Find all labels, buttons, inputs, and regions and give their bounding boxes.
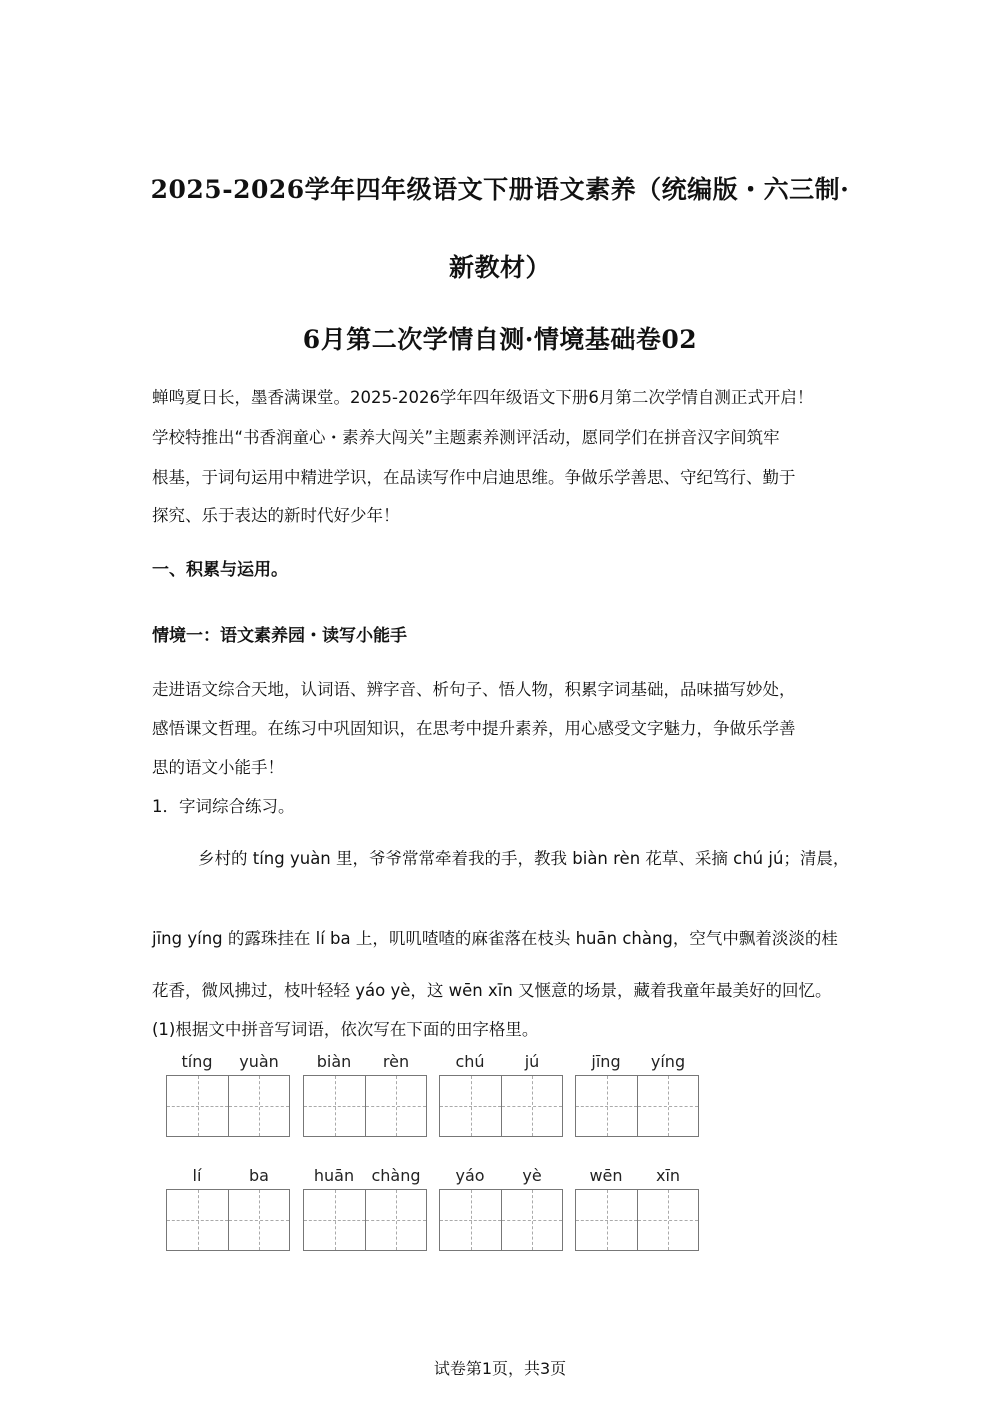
title-line-1: 2025-2026学年四年级语文下册语文素养（统编版・六三制· — [150, 175, 850, 204]
section-heading: 一、积累与运用。 — [152, 560, 288, 580]
answer-cell[interactable] — [365, 1076, 426, 1136]
pinyin-label: wēn — [589, 1166, 623, 1185]
answer-cell[interactable] — [637, 1190, 698, 1250]
pinyin-label: jú — [524, 1052, 540, 1071]
scene-intro-line: 思的语文小能手！ — [152, 758, 284, 777]
intro-line: 根基，于词句运用中精进学识，在品读写作中启迪思维。争做乐学善思、守纪笃行、勤于 — [152, 468, 796, 487]
answer-cell[interactable] — [637, 1076, 698, 1136]
pinyin-label: yuàn — [239, 1052, 279, 1071]
answer-cell[interactable] — [167, 1190, 228, 1250]
title-line-3: 6月第二次学情自测·情境基础卷02 — [302, 325, 698, 354]
pinyin-label: xīn — [655, 1166, 681, 1185]
pinyin-label: huān — [313, 1166, 355, 1185]
answer-cell[interactable] — [365, 1190, 426, 1250]
sub-question: (1)根据文中拼音写词语，依次写在下面的田字格里。 — [152, 1020, 539, 1039]
answer-cell[interactable] — [228, 1190, 289, 1250]
answer-cell[interactable] — [440, 1190, 501, 1250]
answer-cell[interactable] — [228, 1076, 289, 1136]
pinyin-label: jīng — [591, 1052, 621, 1071]
answer-cell[interactable] — [576, 1076, 637, 1136]
pinyin-label: rèn — [382, 1052, 410, 1071]
pinyin-label: tíng — [181, 1052, 213, 1071]
pinyin-label: chú — [455, 1052, 485, 1071]
answer-cell[interactable] — [167, 1076, 228, 1136]
answer-cell[interactable] — [501, 1076, 562, 1136]
passage-line: 乡村的 tíng yuàn 里，爷爷常常牵着我的手，教我 biàn rèn 花草、采摘 chú jú；清晨， — [198, 849, 850, 868]
pinyin-label: lí — [192, 1166, 202, 1185]
answer-cell[interactable] — [304, 1076, 365, 1136]
scene-intro-line: 走进语文综合天地，认词语、辨字音、析句子、悟人物，积累字词基础，品味描写妙处， — [152, 680, 796, 699]
intro-line: 学校特推出“书香润童心・素养大闯关”主题素养测评活动，愿同学们在拼音汉字间筑牢 — [152, 428, 780, 447]
intro-line: 蝉鸣夏日长，墨香满课堂。2025-2026学年四年级语文下册6月第二次学情自测正式开启！ — [152, 388, 814, 407]
scene-intro-line: 感悟课文哲理。在练习中巩固知识，在思考中提升素养，用心感受文字魅力，争做乐学善 — [152, 719, 796, 738]
passage-line: jīng yíng 的露珠挂在 lí ba 上，叽叽喳喳的麻雀落在枝头 huān chàng，空气中飘着淡淡的桂 — [152, 929, 838, 948]
passage-line: 花香，微风拂过，枝叶轻轻 yáo yè，这 wēn xīn 又惬意的场景，藏着我童年最美好的回忆。 — [152, 981, 832, 1000]
pinyin-label: biàn — [316, 1052, 352, 1071]
pinyin-label: yíng — [650, 1052, 686, 1071]
pinyin-label: yè — [522, 1166, 542, 1185]
answer-cell[interactable] — [501, 1190, 562, 1250]
answer-cell[interactable] — [440, 1076, 501, 1136]
question-label: 1．字词综合练习。 — [152, 797, 295, 816]
pinyin-label: ba — [249, 1166, 269, 1185]
title-line-2: 新教材） — [448, 253, 551, 282]
answer-cell[interactable] — [304, 1190, 365, 1250]
pinyin-label: yáo — [455, 1166, 485, 1185]
answer-cell[interactable] — [576, 1190, 637, 1250]
intro-line: 探究、乐于表达的新时代好少年！ — [152, 506, 400, 525]
page-footer: 试卷第1页，共3页 — [433, 1359, 567, 1378]
pinyin-label: chàng — [371, 1166, 421, 1185]
scene-heading: 情境一：语文素养园・读写小能手 — [152, 626, 407, 646]
